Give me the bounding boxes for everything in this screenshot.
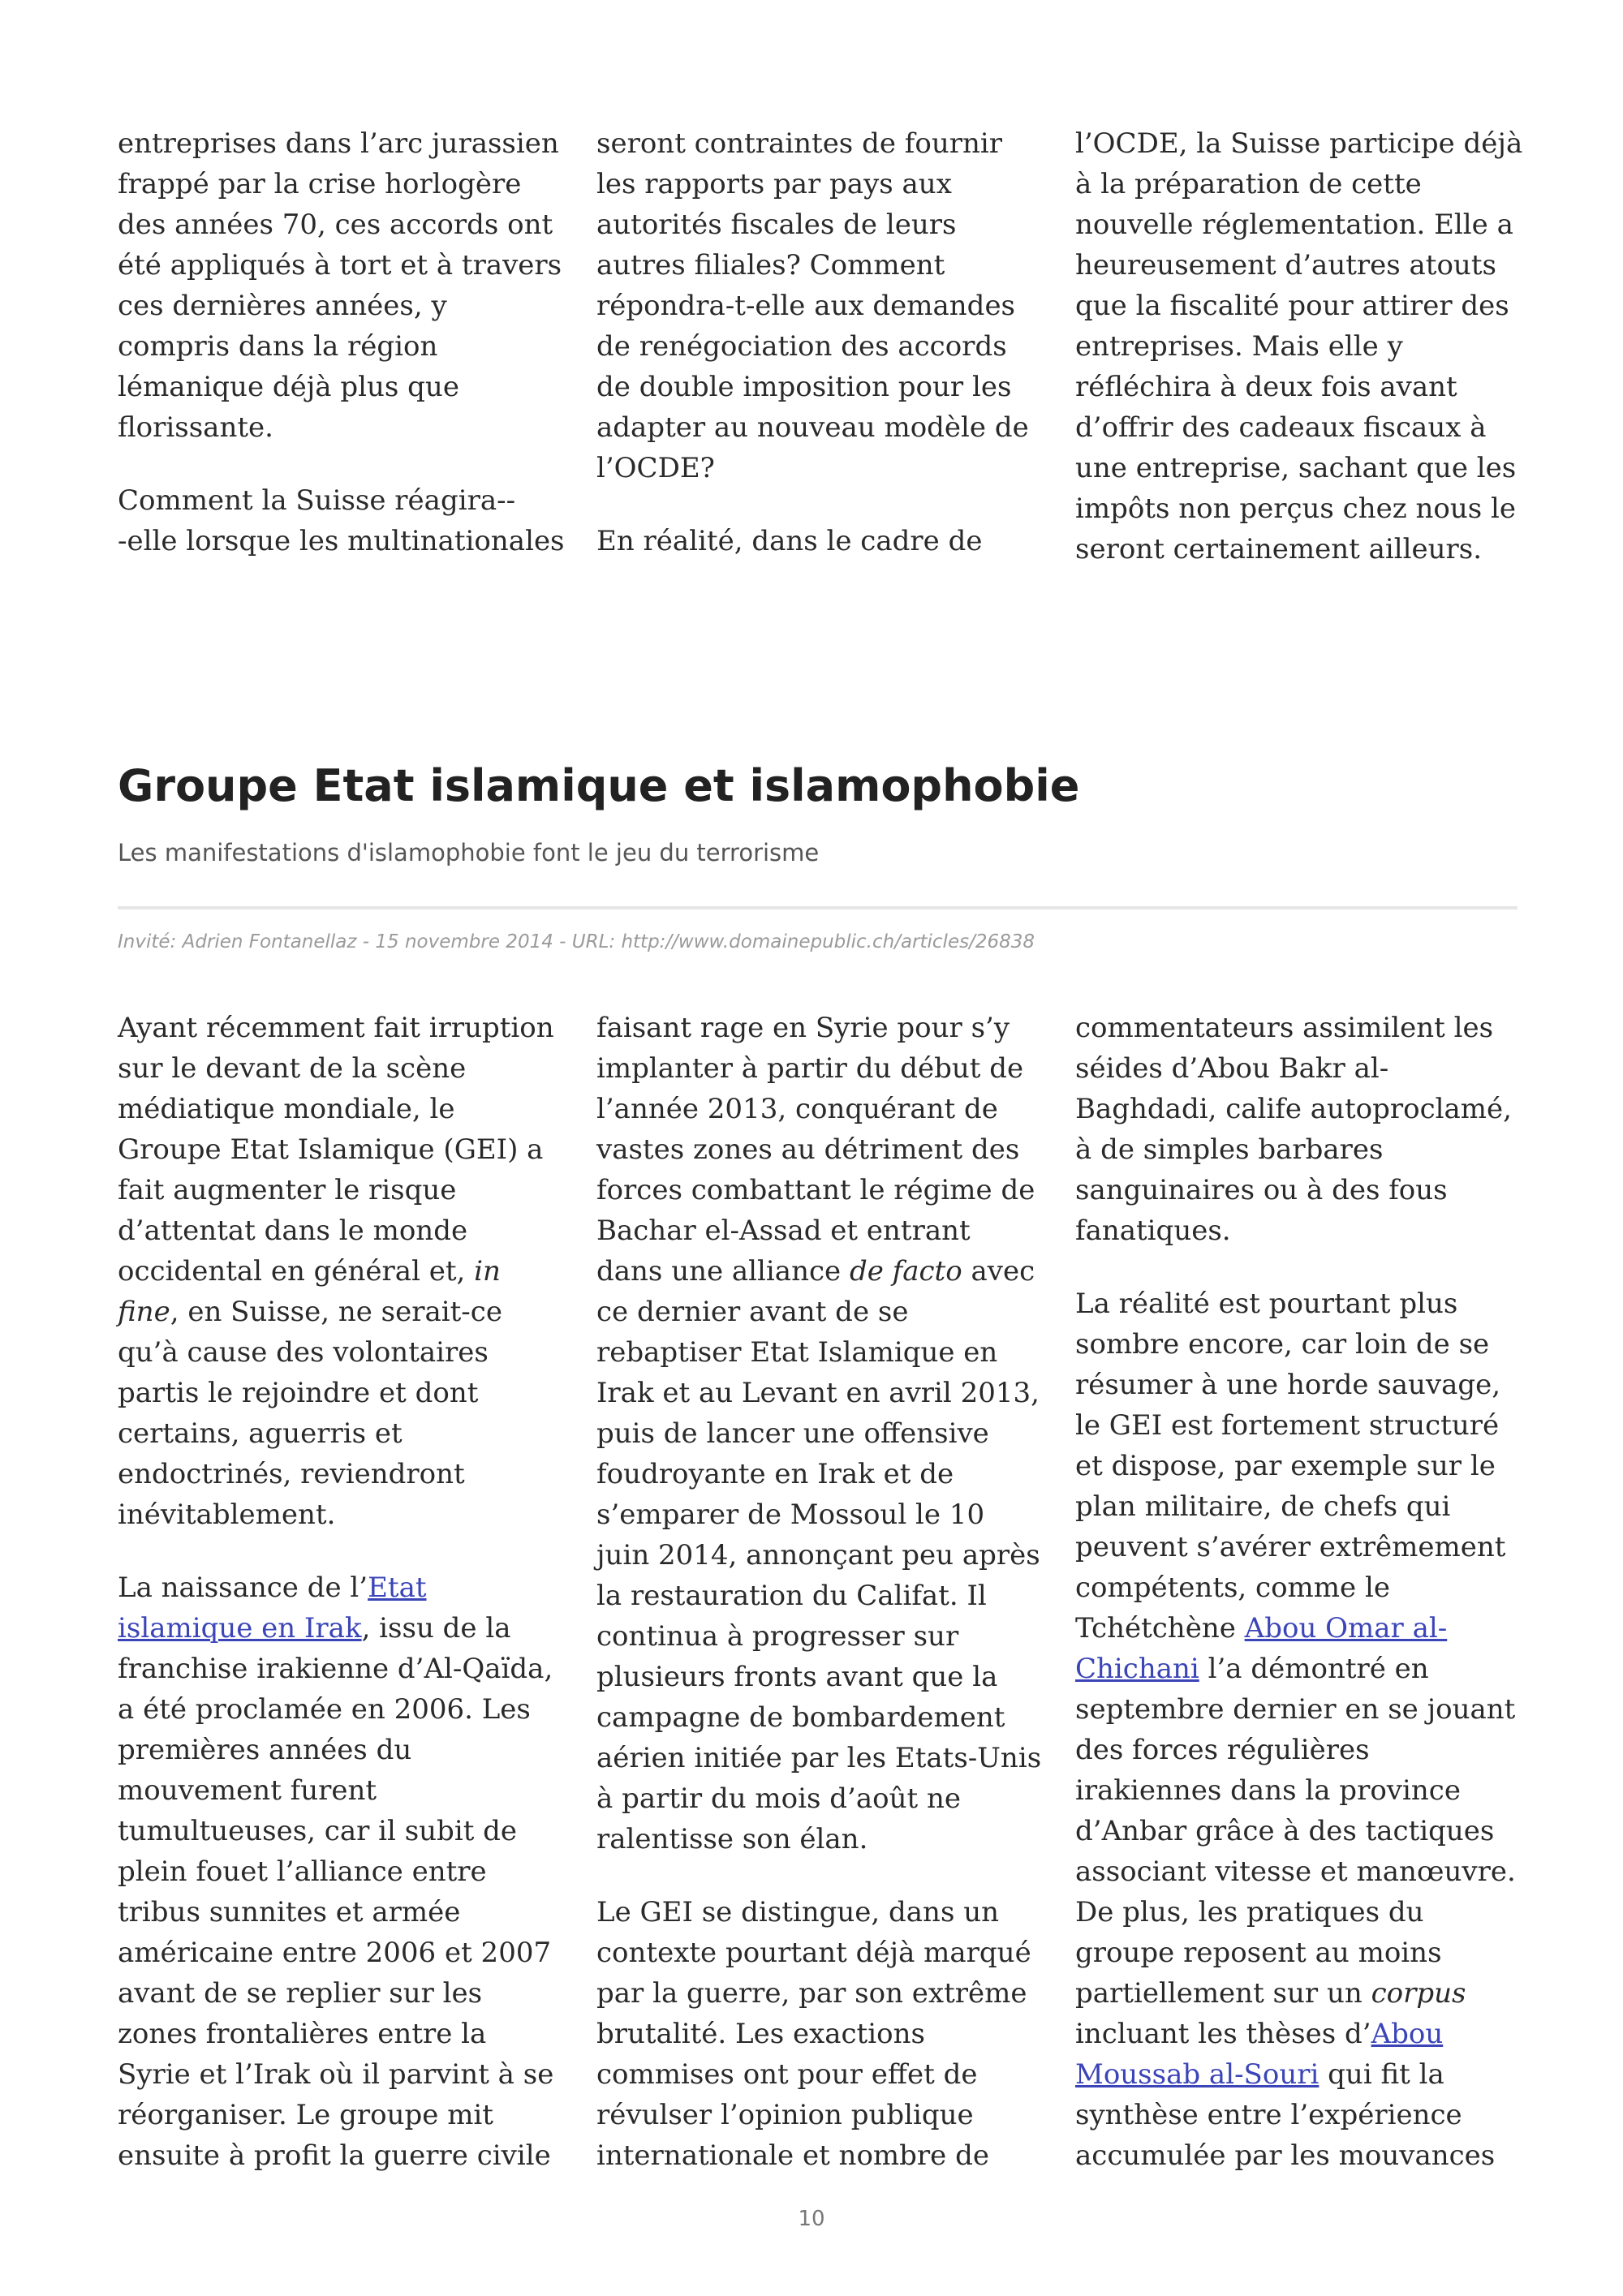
text-line (1075, 1973, 1518, 2014)
text-line: s’emparer de Mossoul le 10 (596, 1498, 985, 1531)
text-line: révulser l’opinion publique (596, 2099, 974, 2131)
text-line: franchise irakienne d’Al-Qaïda, (118, 1653, 553, 1685)
text-line: adapter au nouveau modèle de (596, 411, 1029, 444)
text-line: de double imposition pour les (596, 371, 1012, 403)
text-line: nouvelle réglementation. Elle a (1075, 209, 1513, 241)
text-line (118, 1608, 560, 1649)
text-line: mouvement furent (118, 1774, 377, 1807)
text-line: juin 2014, annonçant peu après (596, 1539, 1040, 1572)
text-line: d’Anbar grâce à des tactiques (1075, 1815, 1495, 1847)
italic-text: in (474, 1255, 501, 1288)
text-line (596, 1251, 1039, 1292)
paragraph (596, 123, 1039, 488)
text-line: médiatique mondiale, le (118, 1093, 455, 1125)
text-line (1075, 2054, 1518, 2095)
text-line: -elle lorsque les multinationales (118, 525, 565, 557)
previous-article-columns (118, 123, 1523, 570)
link-abou-moussab-al-souri[interactable]: Abou (1371, 2018, 1444, 2050)
text-run: La naissance de l’ (118, 1572, 368, 1604)
text-column-1 (118, 123, 565, 570)
text-line: foudroyante en Irak et de (596, 1458, 954, 1490)
text-line: lémanique déjà plus que (118, 371, 459, 403)
text-line: la restauration du Califat. Il (596, 1580, 987, 1612)
text-run: Tchétchène (1075, 1612, 1245, 1645)
text-line: ralentisse son élan. (596, 1823, 868, 1855)
text-line: a été proclamée en 2006. Les (118, 1693, 531, 1726)
text-run: incluant les thèses d’ (1075, 2018, 1371, 2050)
text-column-2 (596, 1008, 1042, 2176)
text-line: les rapports par pays aux (596, 168, 952, 200)
text-line: avant de se replier sur les (118, 1977, 483, 2010)
text-line: répondra-t-elle aux demandes (596, 290, 1016, 322)
text-line: le GEI est fortement structuré (1075, 1409, 1500, 1442)
link-abou-moussab-al-souri[interactable]: Moussab al-Souri (1075, 2058, 1319, 2091)
text-line: réfléchira à deux fois avant (1075, 371, 1457, 403)
text-line: commentateurs assimilent les (1075, 1012, 1494, 1044)
text-column-3 (1075, 123, 1523, 570)
italic-text: fine (118, 1296, 170, 1328)
text-line: d’offrir des cadeaux fiscaux à (1075, 411, 1487, 444)
text-line: En réalité, dans le cadre de (596, 525, 983, 557)
text-line: inévitablement. (118, 1498, 336, 1531)
text-run: , issu de la (361, 1612, 511, 1645)
article-columns (118, 1008, 1518, 2176)
text-line: campagne de bombardement (596, 1701, 1005, 1734)
paragraph (1075, 1008, 1518, 1251)
paragraph (118, 1567, 560, 2176)
text-line: Syrie et l’Irak où il parvint à se (118, 2058, 554, 2091)
text-line (1075, 2014, 1518, 2054)
text-line: par la guerre, par son extrême (596, 1977, 1027, 2010)
text-line: plan militaire, de chefs qui (1075, 1490, 1451, 1523)
text-line: implanter à partir du début de (596, 1052, 1024, 1085)
text-line: vastes zones au détriment des (596, 1133, 1020, 1166)
text-line: certains, aguerris et (118, 1417, 403, 1450)
page-number: 10 (798, 2207, 825, 2231)
text-line: septembre dernier en se jouant (1075, 1693, 1516, 1726)
italic-text: corpus (1371, 1977, 1466, 2010)
text-line: l’année 2013, conquérant de (596, 1093, 998, 1125)
text-line: et dispose, par exemple sur le (1075, 1450, 1496, 1482)
text-line: heureusement d’autres atouts (1075, 249, 1496, 282)
text-line: irakiennes dans la province (1075, 1774, 1461, 1807)
paragraph (596, 521, 1039, 561)
text-run: dans une alliance (596, 1255, 850, 1288)
paragraph (596, 1008, 1042, 1860)
text-column-2 (596, 123, 1039, 570)
text-line (118, 1567, 560, 1608)
link-etat-islamique-en-irak[interactable]: islamique en Irak (118, 1612, 362, 1645)
paragraph (118, 480, 565, 561)
text-line: que la fiscalité pour attirer des (1075, 290, 1509, 322)
text-line (1075, 1608, 1518, 1649)
text-line: à la préparation de cette (1075, 168, 1422, 200)
link-etat-islamique-en-irak[interactable]: Etat (368, 1572, 427, 1604)
text-line: De plus, les pratiques du (1075, 1896, 1424, 1928)
text-line: commises ont pour effet de (596, 2058, 978, 2091)
text-line: Irak et au Levant en avril 2013, (596, 1377, 1040, 1409)
text-line: contexte pourtant déjà marqué (596, 1937, 1031, 1969)
text-line: plusieurs fronts avant que la (596, 1661, 998, 1693)
text-line: été appliqués à tort et à travers (118, 249, 562, 282)
text-line: des années 70, ces accords ont (118, 209, 553, 241)
article-meta: Invité: Adrien Fontanellaz - 15 novembre 2014 - URL: http://www.domainepublic.ch/articles/26838 (118, 931, 1035, 952)
text-line (118, 1251, 560, 1292)
text-line: une entreprise, sachant que les (1075, 452, 1517, 484)
text-line: partis le rejoindre et dont (118, 1377, 479, 1409)
text-line: Bachar el-Assad et entrant (596, 1215, 971, 1247)
link-abou-omar-al-chichani[interactable]: Chichani (1075, 1653, 1199, 1685)
text-line: groupe reposent au moins (1075, 1937, 1442, 1969)
paragraph (1075, 1283, 1518, 2176)
text-line: endoctrinés, reviendront (118, 1458, 465, 1490)
text-line: premières années du (118, 1734, 412, 1766)
text-line: frappé par la crise horlogère (118, 168, 522, 200)
text-line: américaine entre 2006 et 2007 (118, 1937, 552, 1969)
text-line: La réalité est pourtant plus (1075, 1288, 1458, 1320)
text-line: accumulée par les mouvances (1075, 2139, 1496, 2172)
text-line: fait augmenter le risque (118, 1174, 457, 1206)
text-line: à partir du mois d’août ne (596, 1782, 961, 1815)
text-line: ce dernier avant de se (596, 1296, 909, 1328)
text-line: synthèse entre l’expérience (1075, 2099, 1462, 2131)
divider (118, 906, 1518, 909)
text-line: sanguinaires ou à des fous (1075, 1174, 1448, 1206)
text-line: zones frontalières entre la (118, 2018, 487, 2050)
text-line: seront certainement ailleurs. (1075, 533, 1483, 565)
text-run: qui fit la (1319, 2058, 1444, 2091)
italic-text: de facto (849, 1255, 962, 1288)
text-line: sombre encore, car loin de se (1075, 1328, 1490, 1361)
text-line: compétents, comme le (1075, 1572, 1390, 1604)
text-line: des forces régulières (1075, 1734, 1370, 1766)
text-run: avec (962, 1255, 1035, 1288)
text-line: ces dernières années, y (118, 290, 447, 322)
text-line: autorités fiscales de leurs (596, 209, 957, 241)
text-line: Comment la Suisse réagira-- (118, 484, 516, 517)
text-line: à de simples barbares (1075, 1133, 1384, 1166)
paragraph (596, 1892, 1039, 2176)
paragraph (118, 123, 560, 448)
text-line: entreprises dans l’arc jurassien (118, 127, 559, 160)
text-line: continua à progresser sur (596, 1620, 959, 1653)
article-subtitle: Les manifestations d'islamophobie font le jeu du terrorisme (118, 839, 820, 866)
text-line: Baghdadi, calife autoproclamé, (1075, 1093, 1512, 1125)
text-line: brutalité. Les exactions (596, 2018, 925, 2050)
text-run: occidental en général et, (118, 1255, 475, 1288)
text-line: internationale et nombre de (596, 2139, 989, 2172)
text-line: impôts non perçus chez nous le (1075, 492, 1516, 525)
text-line: puis de lancer une offensive (596, 1417, 989, 1450)
text-line: seront contraintes de fournir (596, 127, 1002, 160)
text-line: tribus sunnites et armée (118, 1896, 461, 1928)
text-line: compris dans la région (118, 330, 438, 363)
text-line: rebaptiser Etat Islamique en (596, 1336, 998, 1369)
text-line: séides d’Abou Bakr al- (1075, 1052, 1389, 1085)
text-line: florissante. (118, 411, 273, 444)
text-line: autres filiales? Comment (596, 249, 945, 282)
text-line: qu’à cause des volontaires (118, 1336, 489, 1369)
text-run: , en Suisse, ne serait-ce (170, 1296, 502, 1328)
paragraph (1075, 123, 1523, 570)
text-line: Ayant récemment fait irruption (118, 1012, 554, 1044)
text-line: réorganiser. Le groupe mit (118, 2099, 493, 2131)
text-line: sur le devant de la scène (118, 1052, 467, 1085)
text-line (1075, 1649, 1518, 1689)
text-line: peuvent s’avérer extrêmement (1075, 1531, 1506, 1563)
paragraph (118, 1008, 560, 1535)
text-column-3 (1075, 1008, 1518, 2176)
text-line: entreprises. Mais elle y (1075, 330, 1403, 363)
text-line: l’OCDE? (596, 452, 715, 484)
text-line: ensuite à profit la guerre civile (118, 2139, 551, 2172)
text-line: faisant rage en Syrie pour s’y (596, 1012, 1010, 1044)
text-line: tumultueuses, car il subit de (118, 1815, 518, 1847)
text-line: Le GEI se distingue, dans un (596, 1896, 1000, 1928)
text-line: résumer à une horde sauvage, (1075, 1369, 1501, 1401)
text-line: forces combattant le régime de (596, 1174, 1035, 1206)
text-line: de renégociation des accords (596, 330, 1007, 363)
text-run: partiellement sur un (1075, 1977, 1371, 2010)
link-abou-omar-al-chichani[interactable]: Abou Omar al- (1244, 1612, 1448, 1645)
text-line: plein fouet l’alliance entre (118, 1855, 487, 1888)
text-run: l’a démontré en (1199, 1653, 1429, 1685)
text-line: Groupe Etat Islamique (GEI) a (118, 1133, 544, 1166)
text-line: d’attentat dans le monde (118, 1215, 468, 1247)
text-line: associant vitesse et manœuvre. (1075, 1855, 1516, 1888)
text-line: fanatiques. (1075, 1215, 1231, 1247)
article-title: Groupe Etat islamique et islamophobie (118, 760, 1080, 811)
text-line (118, 1292, 560, 1332)
text-column-1 (118, 1008, 560, 2176)
text-line: aérien initiée par les Etats-Unis (596, 1742, 1042, 1774)
text-line: l’OCDE, la Suisse participe déjà (1075, 127, 1523, 160)
